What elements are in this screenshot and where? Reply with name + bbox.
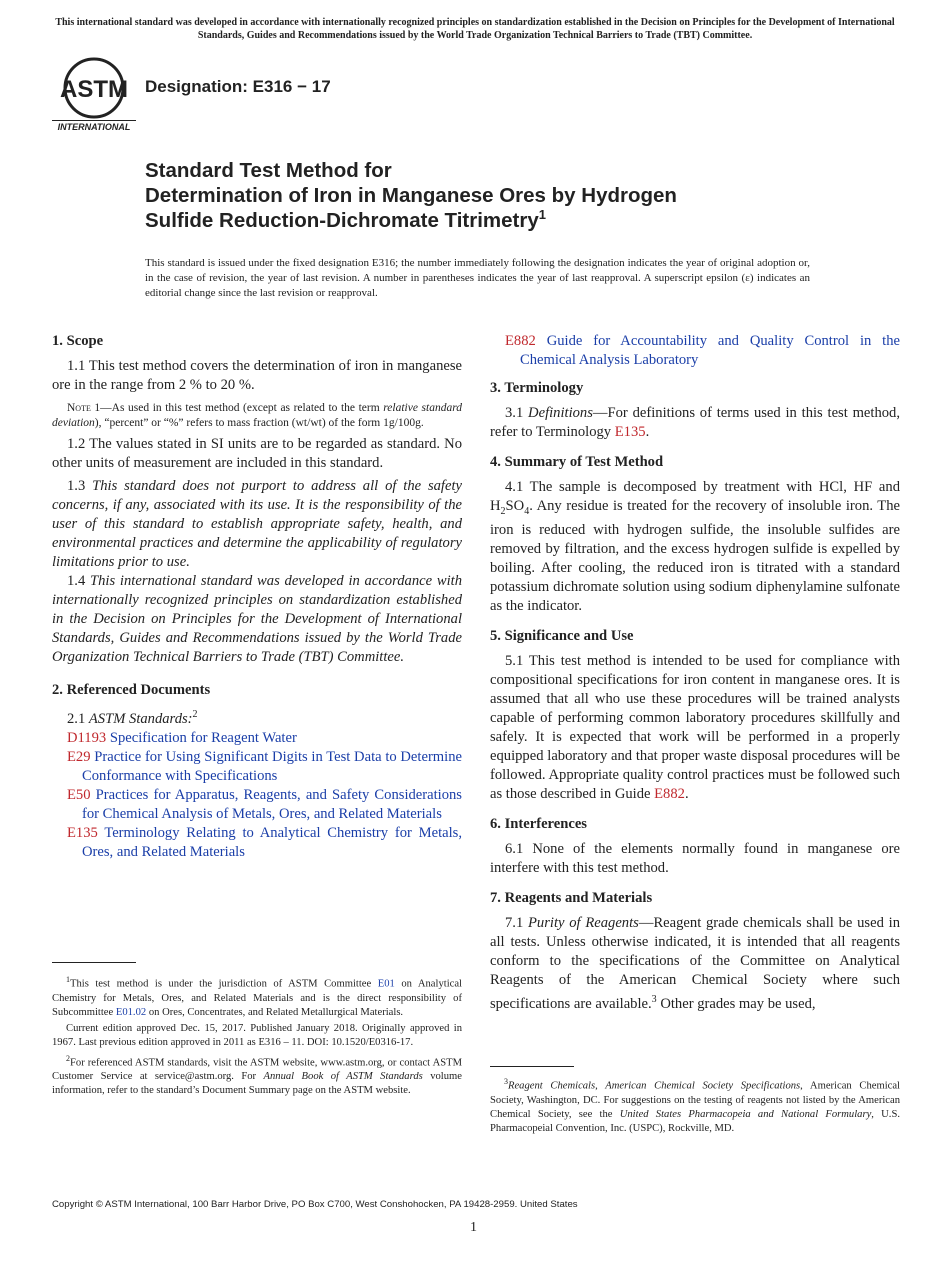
title-line-2: Determination of Iron in Manganese Ores by Hydrogen bbox=[145, 184, 677, 207]
link-e135[interactable]: E135 bbox=[614, 424, 646, 440]
paragraph-3-1: 3.1 Definitions—For definitions of terms used in this test method, refer to Terminology E135. bbox=[490, 405, 901, 440]
title-footnote-marker: 1 bbox=[538, 207, 546, 223]
section-heading-interferences: 6. Interferences bbox=[490, 815, 587, 832]
reference-e882[interactable]: E882 Guide for Accountability and Quality Control in the Chemical Analysis Laboratory bbox=[505, 333, 900, 368]
footnote-divider-right bbox=[490, 1066, 574, 1067]
title-line-1: Standard Test Method for bbox=[145, 159, 392, 182]
right-column bbox=[490, 332, 900, 1014]
paragraph-4-1: 4.1 The sample is decomposed by treatment with HCl, HF and $H_2SO_4$. Any residue is treated for the recovery of insoluble iron. The iron is reduced with hydrogen sulfide, the insoluble sulfides are removed by filtration, and the excess hydrogen sulfide is expelled by boiling. After cooling, the reduced iron is titrated with a standard potassium dichromate solution using sodium diphenylamine sulfonate as the indicator. bbox=[490, 479, 900, 614]
paragraph-1-2: 1.2 The values stated in SI units are to be regarded as standard. No other units of measurement are included in this standard. bbox=[52, 436, 462, 471]
section-heading-scope: 1. Scope bbox=[52, 333, 104, 349]
reference-e135[interactable]: E135 Terminology Relating to Analytical Chemistry for Metals, Ores, and Related Materials bbox=[67, 824, 462, 860]
paragraph-2-1: 2.1 ASTM Standards:$^2$ bbox=[67, 709, 198, 727]
section-heading-significance: 5. Significance and Use bbox=[490, 627, 634, 644]
document-title bbox=[145, 158, 677, 233]
copyright-line: Copyright © ASTM International, 100 Barr Harbor Drive, PO Box C700, West Conshohocken, PA 19428-2959. United States bbox=[52, 1199, 578, 1210]
paragraph-5-1: 5.1 This test method is intended to be used for compliance with compositional specifications for iron content in manganese ores. It is assumed that all who use these procedures will be trained analysts capable of performing common laboratory procedures skillfully and safely. It is expected that work will be performed in a properly equipped laboratory and that proper waste disposal procedures will be followed. Appropriate quality control practices must be followed such as those described in Guide E882. bbox=[490, 652, 900, 802]
issuance-statement: This standard is issued under the fixed designation E316; the number immediately following the designation indicates the year of original adoption or, in the case of revision, the year of last revision. A number in parentheses indicates the year of last reapproval. A superscript epsilon (ε) indicates an editorial change since the last revision or reapproval. bbox=[145, 257, 810, 299]
footnotes-left bbox=[52, 973, 462, 1098]
logo-subtext: INTERNATIONAL bbox=[57, 122, 131, 132]
footnotes-right bbox=[490, 1075, 900, 1136]
footnote-2: $^2$For referenced ASTM standards, visit the ASTM website, www.astm.org, or contact ASTM Customer Service at service@astm.org. For Annual Book of ASTM Standards volume information, refer to the standard’s Document Summary page on the ASTM website. bbox=[52, 1053, 462, 1097]
paragraph-1-3: 1.3 This standard does not purport to address all of the safety concerns, if any, associated with its use. It is the responsibility of the user of this standard to establish appropriate safety, health, and environmental practices and determine the applicability of regulatory limitations prior to use. bbox=[52, 478, 462, 570]
reference-e29[interactable]: E29 Practice for Using Significant Digits in Test Data to Determine Conformance with Specifications bbox=[67, 748, 462, 784]
astm-logo bbox=[52, 56, 136, 132]
footnote-3: $^3$Reagent Chemicals, American Chemical Society Specifications, American Chemical Society, Washington, DC. For suggestions on the testing of reagents not listed by the American Chemical Society, see the United States Pharmacopeia and National Formulary, U.S. Pharmacopeial Convention, Inc. (USPC), Rockville, MD. bbox=[490, 1077, 900, 1134]
section-heading-reagents: 7. Reagents and Materials bbox=[490, 889, 653, 906]
logo-text: ASTM bbox=[60, 76, 128, 103]
left-column bbox=[52, 332, 462, 862]
footnote-divider-left bbox=[52, 962, 136, 963]
link-e882[interactable]: E882 bbox=[654, 785, 685, 802]
reference-e50[interactable]: E50 Practices for Apparatus, Reagents, and Safety Considerations for Chemical Analysis of Metals, Ores, and Related Materials bbox=[67, 786, 462, 822]
page-number: 1 bbox=[470, 1220, 477, 1235]
top-notice: This international standard was developed in accordance with internationally recognized principles on standardization established in the Decision on Principles for the Development of International Standards, Guides and Recommendations issued by the World Trade Organization Technical Barriers to Trade (TBT) Committee. bbox=[55, 17, 895, 41]
paragraph-6-1: 6.1 None of the elements normally found in manganese ore interfere with this test method. bbox=[490, 840, 900, 876]
paragraph-1-4: 1.4 This international standard was developed in accordance with internationally recognized principles on standardization established in the Decision on Principles for the Development of International Standards, Guides and Recommendations issued by the World Trade Organization Technical Barriers to Trade (TBT) Committee. bbox=[52, 573, 463, 665]
link-e01-02[interactable]: E01.02 bbox=[115, 1006, 147, 1018]
section-heading-summary: 4. Summary of Test Method bbox=[490, 454, 664, 470]
footnote-1: $^1$This test method is under the jurisdiction of ASTM Committee E01 on Analytical Chemistry for Metals, Ores, and Related Materials and is the direct responsibility of Subcommittee E01.02 on Ores, Concentrates, and Related Metallurgical Materials. bbox=[52, 975, 462, 1018]
note-1: Note 1—As used in this test method (except as related to the term relative standard deviation), “percent” or “%” refers to mass fraction (wt/wt) of the form 1g/100g. bbox=[52, 402, 462, 429]
paragraph-1-1: 1.1 This test method covers the determination of iron in manganese ore in the range from 2 % to 20 %. bbox=[52, 358, 462, 393]
section-heading-terminology: 3. Terminology bbox=[490, 380, 584, 396]
link-e01[interactable]: E01 bbox=[377, 978, 395, 990]
section-heading-referenced-documents: 2. Referenced Documents bbox=[52, 682, 211, 698]
title-line-3: Sulfide Reduction-Dichromate Titrimetry bbox=[145, 209, 539, 232]
reference-d1193[interactable]: D1193 Specification for Reagent Water bbox=[67, 729, 297, 746]
paragraph-7-1: 7.1 Purity of Reagents—Reagent grade chemicals shall be used in all tests. Unless otherwise indicated, it is intended that all reagents conform to the specifications of the Committee on Analytical Reagents of the American Chemical Society where such specifications are available.$^3$ Other grades may be used, bbox=[490, 914, 900, 1012]
designation: Designation: E316 − 17 bbox=[145, 77, 331, 96]
footnote-1-edition: Current edition approved Dec. 15, 2017. Published January 2018. Originally approved in 1967. Last previous edition approved in 2011 as E316 – 11. DOI: 10.1520/E0316-17. bbox=[52, 1022, 462, 1048]
